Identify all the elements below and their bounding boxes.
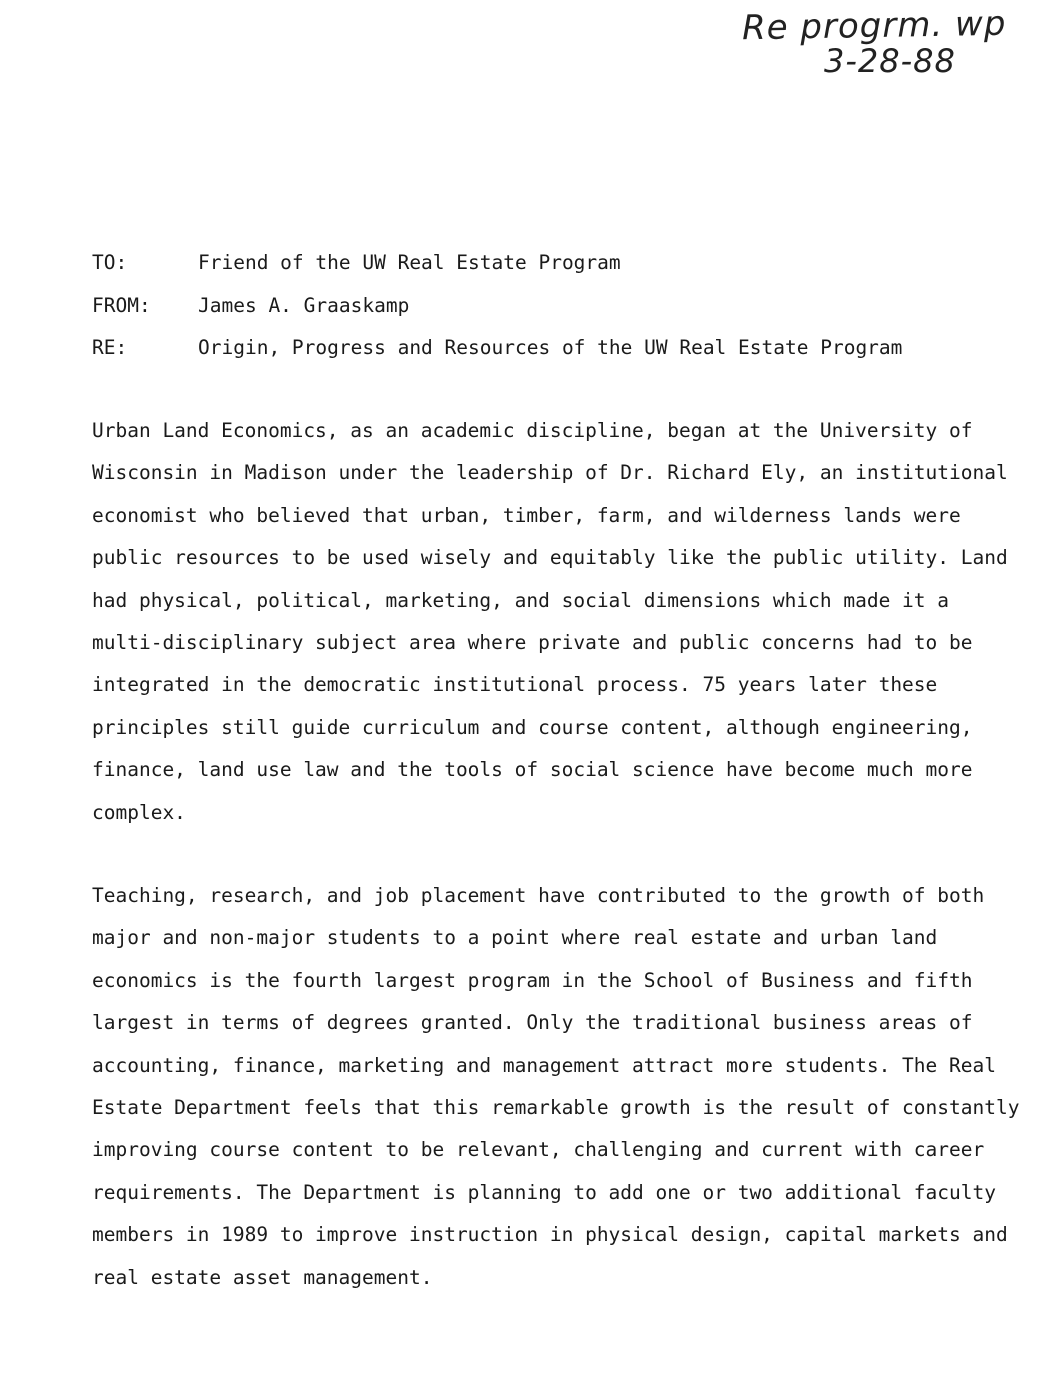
paragraph-line: Wisconsin in Madison under the leadership of Dr. Richard Ely, an institutional (92, 461, 1008, 485)
memo-from-value: James A. Graaskamp (198, 293, 410, 317)
paragraph-line: major and non-major students to a point where real estate and urban land (92, 926, 938, 950)
handwritten-annotation (741, 3, 1007, 80)
paragraph-line: economist who believed that urban, timber, farm, and wilderness lands were (92, 503, 961, 527)
paragraph-line: members in 1989 to improve instruction in physical design, capital markets and (92, 1223, 1008, 1247)
memo-re-value: Origin, Progress and Resources of the UW Real Estate Program (198, 336, 903, 359)
body-paragraph-1 (92, 410, 1008, 834)
paragraph-line: public resources to be used wisely and equitably like the public utility. Land (92, 546, 1008, 570)
paragraph-line: requirements. The Department is planning to add one or two additional faculty (92, 1180, 996, 1204)
paragraph-line: principles still guide curriculum and course content, although engineering, (92, 715, 973, 739)
handwritten-file-name: Re progrm. wp (741, 3, 1007, 49)
paragraph-line: largest in terms of degrees granted. Only the traditional business areas of (92, 1011, 973, 1035)
paragraph-line: Teaching, research, and job placement have contributed to the growth of both (92, 884, 985, 907)
paragraph-line: finance, land use law and the tools of social science have become much more (92, 758, 973, 782)
memo-from-row (92, 290, 992, 333)
paragraph-line: Estate Department feels that this remarkable growth is the result of constantly (92, 1096, 1020, 1120)
paragraph-line: integrated in the democratic institutional process. 75 years later these (92, 673, 938, 697)
paragraph-line: had physical, political, marketing, and social dimensions which made it a (92, 588, 950, 612)
paragraph-line: Urban Land Economics, as an academic discipline, began at the University of (92, 419, 973, 442)
memo-to-label: TO: (92, 251, 128, 274)
paragraph-line: real estate asset management. (92, 1265, 433, 1289)
handwritten-date: 3-28-88 (824, 42, 956, 80)
memo-to-value: Friend of the UW Real Estate Program (198, 251, 621, 274)
paragraph-line: multi-disciplinary subject area where private and public concerns had to be (92, 631, 973, 655)
body-paragraph-2 (92, 875, 1020, 1299)
memo-re-label: RE: (92, 336, 128, 359)
memo-from-label: FROM: (92, 293, 151, 317)
memo-re-row (92, 332, 992, 375)
paragraph-line: complex. (92, 800, 186, 824)
memo-to-row (92, 247, 992, 290)
paragraph-line: accounting, finance, marketing and management attract more students. The Real (92, 1053, 996, 1077)
paragraph-line: economics is the fourth largest program in the School of Business and fifth (92, 968, 973, 992)
paragraph-line: improving course content to be relevant, challenging and current with career (92, 1138, 985, 1162)
memo-header (92, 247, 992, 375)
